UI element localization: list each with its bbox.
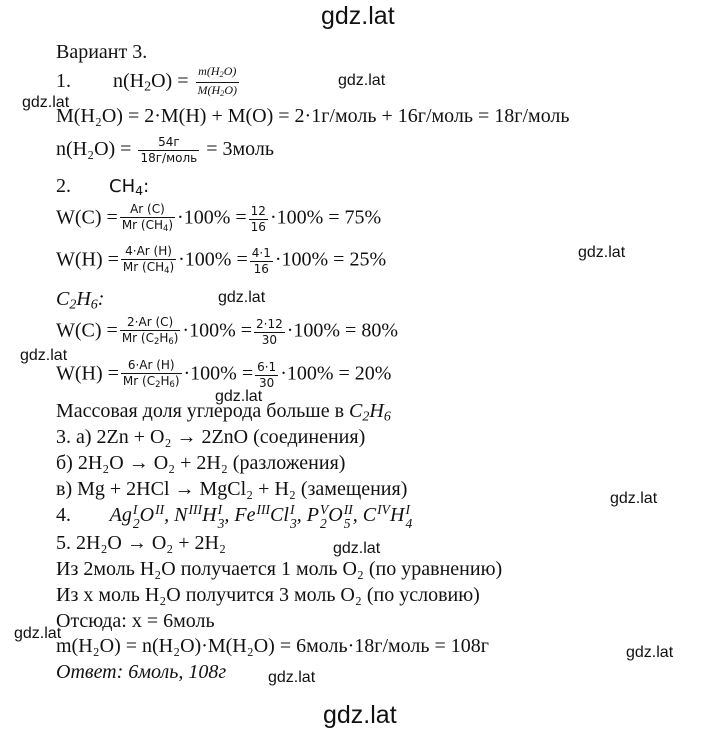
- fraction: $\frac{4\cdot 1}{16}$: [251, 245, 271, 276]
- solution-line-17: Из x моль H₂O получится 3 моль O₂ (по условию): [56, 584, 480, 606]
- solution-line-1: 1. $n(H_2O)$ = $\frac{m(H_2O)}{M(H_2O)}$: [56, 64, 241, 101]
- solution-line-5: W(C) = $\frac{Ar (C)}{Mr (CH_4)}$ ·100% = $\frac{12}{16}$ ·100% = 75%: [56, 202, 381, 236]
- watermark: gdz.lat: [20, 347, 68, 364]
- watermark: gdz.lat: [626, 644, 674, 661]
- solution-line-18: Отсюда: x = 6моль: [56, 610, 215, 632]
- watermark: gdz.lat: [22, 94, 70, 111]
- solution-line-12: б) 2H₂O → O₂ + 2H₂ (разложения): [56, 452, 346, 474]
- solution-line-7: $C_2H_6$:: [56, 288, 105, 313]
- watermark-bottom: gdz.lat: [323, 701, 397, 729]
- solution-line-11: 3. а) 2Zn + O₂ → 2ZnO (соединения): [56, 426, 366, 448]
- solution-line-9: W(H) = $\frac{6\cdot Ar (H)}{Mr (C_2H_6)}$ ·100% = $\frac{6\cdot 1}{30}$ ·100% = 20%: [56, 358, 391, 392]
- variant-heading: Вариант 3.: [56, 41, 148, 63]
- answer-line: Ответ: 6моль, 108г: [56, 661, 227, 683]
- solution-line-8: W(C) = $\frac{2\cdot Ar (C)}{Mr (C_2H_6)}$ ·100% = $\frac{2\cdot 12}{30}$ ·100% = 80%: [56, 315, 398, 349]
- fraction: $\frac{6\cdot 1}{30}$: [257, 359, 277, 390]
- watermark-top: gdz.lat: [321, 2, 395, 30]
- solution-line-15: 5. 2H₂O → O₂ + 2H₂: [56, 532, 226, 554]
- watermark: gdz.lat: [610, 490, 658, 507]
- solution-line-14: 4. Ag I 2 O II , N III H I 3 , Fe III Cl I 3 , P V 2 O II 5 , C IV H I 4: [56, 502, 413, 531]
- fraction: $\frac{2\cdot 12}{30}$: [256, 316, 283, 347]
- solution-line-2: M(H₂O) = 2·M(H) + M(O) = 2·1г/моль + 16г/моль = 18г/моль: [56, 105, 570, 127]
- solution-line-10: Массовая доля углерода больше в $C_2H_6$: [56, 400, 391, 425]
- watermark: gdz.lat: [215, 388, 263, 405]
- watermark: gdz.lat: [218, 289, 266, 306]
- solution-line-13: в) Mg + 2HCl → MgCl₂ + H₂ (замещения): [56, 478, 408, 500]
- solution-line-3: n(H₂O) = $\frac{54г}{\text{18г/моль}}$ = 3моль: [56, 135, 275, 165]
- fraction: $\frac{54г}{\text{18г/моль}}$: [140, 135, 198, 165]
- watermark: gdz.lat: [578, 244, 626, 261]
- solution-line-16: Из 2моль H₂O получается 1 моль O₂ (по уравнению): [56, 558, 503, 580]
- fraction: $\frac{Ar (C)}{Mr (CH_4)}$: [121, 202, 174, 234]
- solution-line-4: 2. $CH_4$:: [56, 175, 150, 199]
- solution-line-19: m(H₂O) = n(H₂O)·M(H₂O) = 6моль·18г/моль = 108г: [56, 635, 489, 657]
- fraction: $\frac{12}{16}$: [250, 203, 266, 234]
- fraction: $\frac{m(H_2O)}{M(H_2O)}$: [197, 64, 238, 99]
- watermark: gdz.lat: [338, 72, 386, 89]
- watermark: gdz.lat: [268, 669, 316, 686]
- watermark: gdz.lat: [14, 625, 62, 642]
- fraction: $\frac{4\cdot Ar (H)}{Mr (CH_4)}$: [122, 244, 175, 276]
- fraction: $\frac{2\cdot Ar (C)}{Mr (C_2H_6)}$: [121, 315, 179, 347]
- fraction: $\frac{6\cdot Ar (H)}{Mr (C_2H_6)}$: [122, 358, 180, 390]
- watermark: gdz.lat: [333, 540, 381, 557]
- solution-line-6: W(H) = $\frac{4\cdot Ar (H)}{Mr (CH_4)}$ ·100% = $\frac{4\cdot 1}{16}$ ·100% = 25%: [56, 244, 386, 278]
